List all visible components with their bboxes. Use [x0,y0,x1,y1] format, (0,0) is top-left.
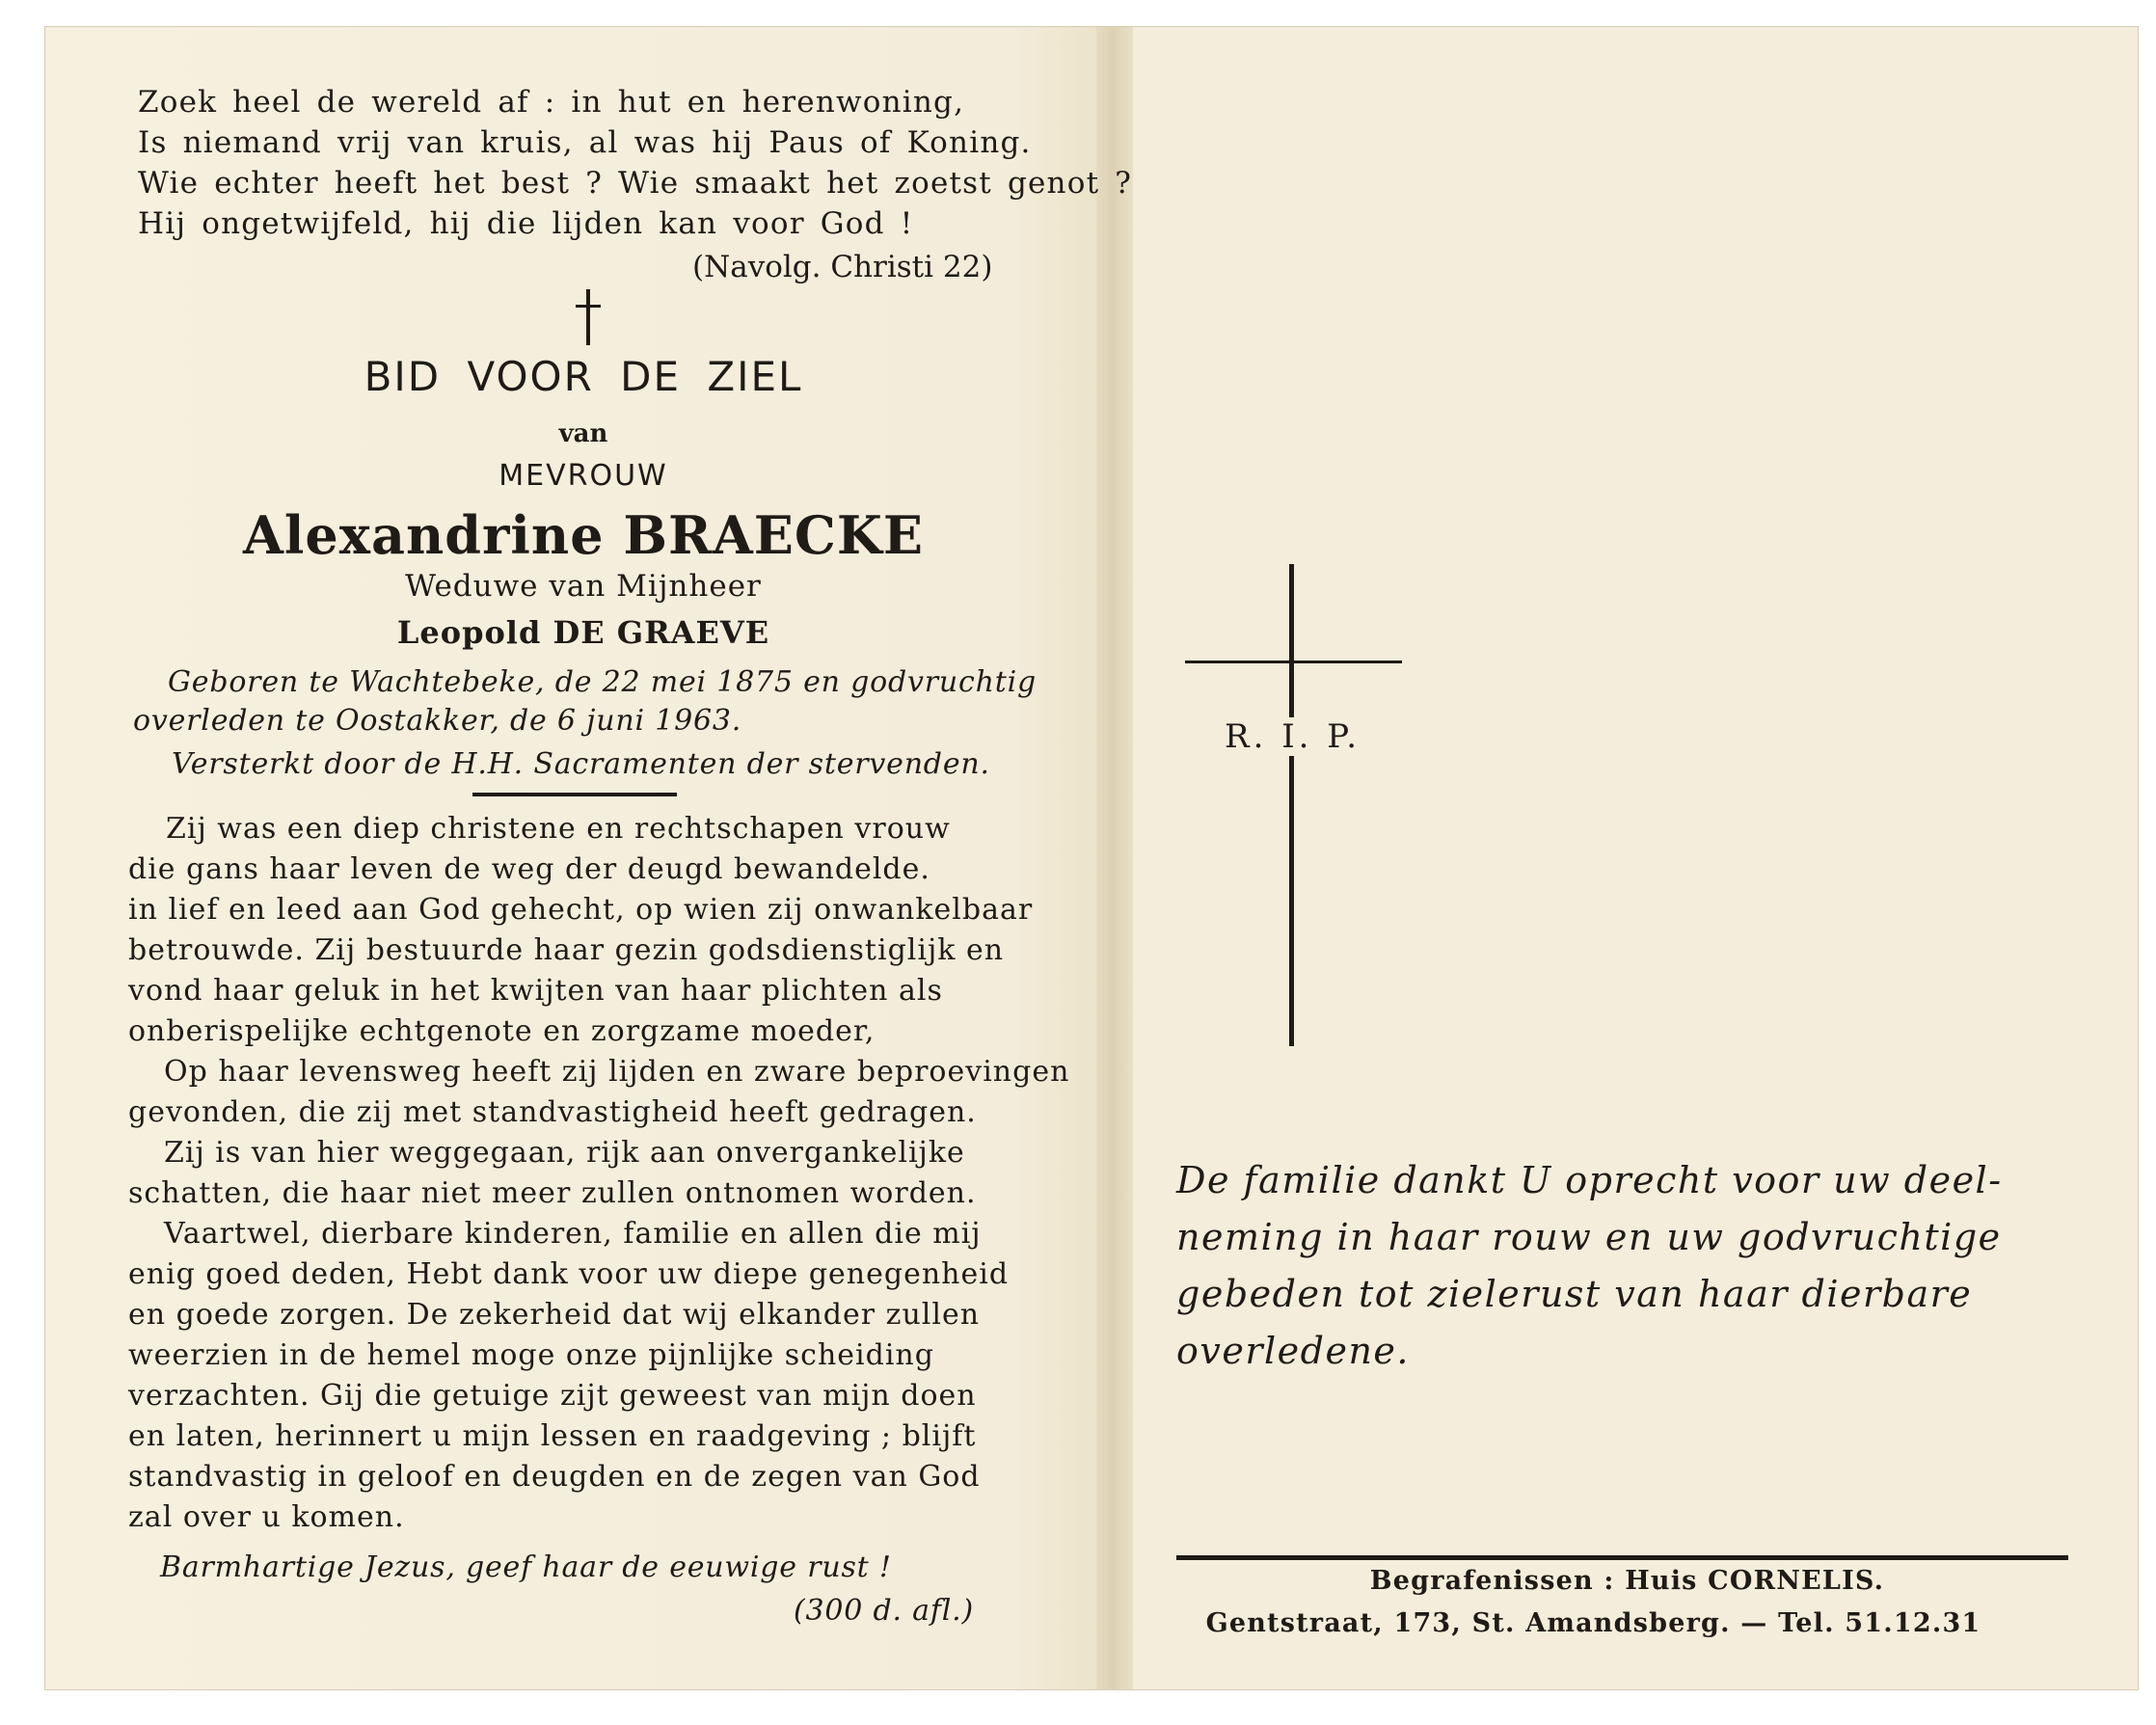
widow-of-label: Weduwe van Mijnheer [405,569,762,604]
poem-line-3: Wie echter heeft het best ? Wie smaakt het zoetst genot ? [138,166,1133,201]
death-line: overleden te Oostakker, de 6 juni 1963. [133,704,742,738]
undertaker-address: Gentstraat, 173, St. Amandsberg. — Tel. 51.12.31 [1205,1608,1981,1638]
body-line: Op haar levensweg heeft zij lijden en zware beproevingen [164,1055,1070,1089]
thanks-line: De familie dankt U oprecht voor uw deel- [1176,1159,2003,1201]
body-line: standvastig in geloof en deugden en de zegen van God [128,1460,981,1494]
body-line: onberispelijke echtgenote en zorgzame moeder, [128,1014,876,1048]
body-line: en laten, herinnert u mijn lessen en raadgeving ; blijft [128,1419,977,1453]
body-line: weerzien in de hemel moge onze pijnlijke scheiding [128,1338,934,1372]
body-line: die gans haar leven de weg der deugd bewandelde. [128,852,930,886]
cross-icon [574,289,603,347]
body-line: Vaartwel, dierbare kinderen, familie en allen die mij [164,1217,982,1251]
thanks-line: gebeden tot zielerust van haar dierbare [1176,1273,1973,1315]
body-line: Zij is van hier weggegaan, rijk aan onvergankelijke [164,1136,965,1170]
body-line: verzachten. Gij die getuige zijt geweest van mijn doen [128,1379,977,1413]
mevrouw-label: MEVROUW [499,459,668,493]
right-panel [1133,27,2138,1689]
undertaker-name: Begrafenissen : Huis CORNELIS. [1369,1566,1885,1596]
body-line: enig goed deden, Hebt dank voor uw diepe genegenheid [128,1257,1010,1291]
thanks-line: neming in haar rouw en uw godvruchtige [1176,1216,2002,1258]
card-fold [1096,27,1133,1689]
body-line: gevonden, die zij met standvastigheid heeft gedragen. [128,1095,977,1129]
poem-line-4: Hij ongetwijfeld, hij die lijden kan voor God ! [138,206,914,241]
divider [472,793,677,796]
poem-line-2: Is niemand vrij van kruis, al was hij Paus of Koning. [138,125,1032,160]
sacraments-line: Versterkt door de H.H. Sacramenten der stervenden. [172,747,990,781]
prayer-line: Barmhartige Jezus, geef haar de eeuwige rust ! [160,1550,892,1584]
body-line: schatten, die haar niet meer zullen ontnomen worden. [128,1176,977,1210]
body-line: zal over u komen. [128,1500,405,1534]
page-title: BID VOOR DE ZIEL [364,353,803,400]
poem-line-1: Zoek heel de wereld af : in hut en herenwoning, [138,85,965,120]
thanks-line: overledene. [1176,1330,1410,1372]
birth-line: Geboren te Wachtebeke, de 22 mei 1875 en godvruchtig [168,665,1037,699]
footer-divider [1176,1555,2068,1560]
rip-text: R. I. P. [1225,717,1369,756]
rip-cross-icon [1289,564,1294,1046]
body-line: en goede zorgen. De zekerheid dat wij elkander zullen [128,1298,981,1332]
husband-name: Leopold DE GRAEVE [396,614,770,651]
deceased-name: Alexandrine BRAECKE [243,504,924,566]
body-line: vond haar geluk in het kwijten van haar plichten als [128,974,943,1008]
body-line: betrouwde. Zij bestuurde haar gezin godsdienstiglijk en [128,933,1005,967]
poem-source: (Navolg. Christi 22) [692,250,993,284]
body-line: in lief en leed aan God gehecht, op wien zij onwankelbaar [128,893,1034,927]
indulgence-line: (300 d. afl.) [794,1594,975,1628]
body-line: Zij was een diep christene en rechtschapen vrouw [166,812,951,846]
van-label: van [558,419,608,448]
